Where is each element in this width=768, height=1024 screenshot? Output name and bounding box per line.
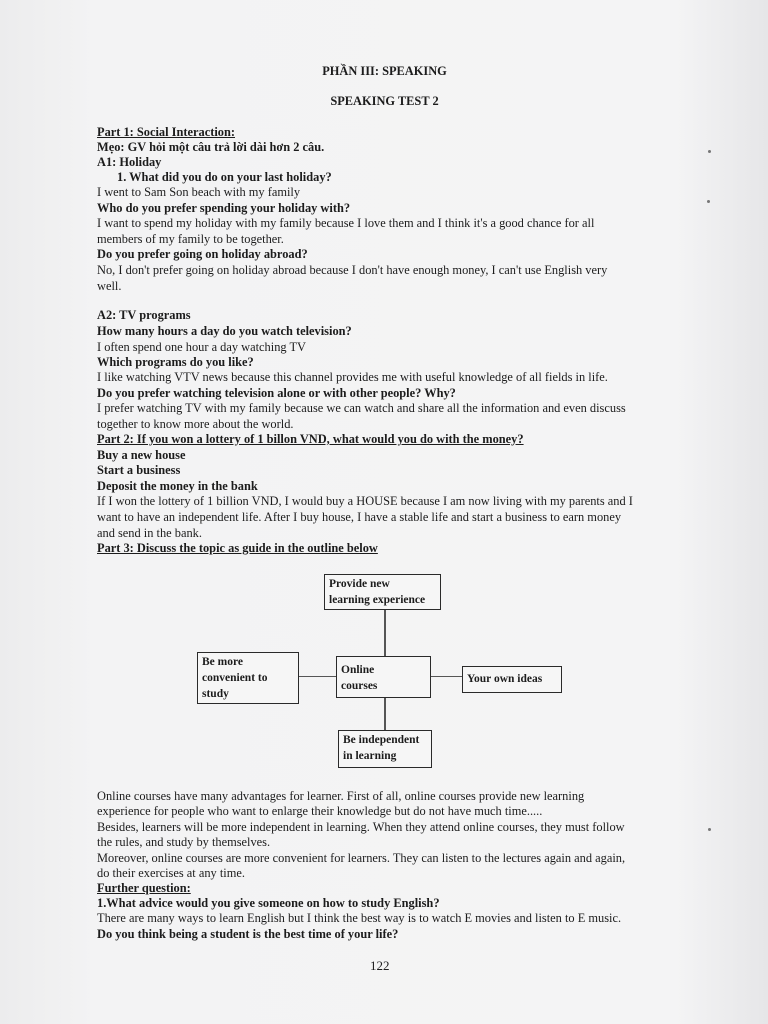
node-label: Provide new [329, 578, 390, 590]
node-more-convenient [197, 652, 299, 704]
node-label: learning experience [329, 594, 426, 606]
connector-line [298, 676, 336, 677]
question: 1.What advice would you give someone on how to study English? [97, 896, 440, 910]
part-title: PHẦN III: SPEAKING [322, 64, 447, 78]
answer: I often spend one hour a day watching TV [97, 340, 306, 354]
node-label: Be independent [343, 734, 420, 746]
list-item: Start a business [97, 463, 181, 477]
question: Who do you prefer spending your holiday with? [97, 201, 351, 215]
connector-line [384, 609, 386, 656]
node-label: in learning [343, 750, 397, 762]
question: Do you prefer watching television alone or with other people? Why? [97, 386, 456, 400]
part3-heading: Part 3: Discuss the topic as guide in the outline below [97, 541, 378, 555]
question: Do you think being a student is the best time of your life? [97, 927, 399, 941]
list-item: Deposit the money in the bank [97, 479, 258, 493]
answer: There are many ways to learn English but I think the best way is to watch E movies and listen to E music. [97, 911, 622, 925]
answer: want to have an independent life. After I buy house, I have a stable life and start a business to earn money [97, 510, 622, 524]
node-label: Your own ideas [467, 673, 543, 685]
scan-speck [708, 150, 711, 153]
answer: I want to spend my holiday with my family because I love them and I think it's a good chance for all [97, 216, 595, 230]
further-question-heading: Further question: [97, 881, 191, 895]
a2-title: A2: TV programs [97, 308, 191, 322]
node-label: Be more [202, 656, 243, 668]
page-number: 122 [370, 958, 390, 973]
part2-heading: Part 2: If you won a lottery of 1 billon VND, what would you do with the money? [97, 432, 524, 446]
question: How many hours a day do you watch television? [97, 324, 352, 338]
node-online-courses [336, 656, 431, 698]
tip-text: Mẹo: GV hỏi một câu trả lời dài hơn 2 câu. [97, 140, 325, 154]
connector-line [384, 697, 386, 731]
node-label: study [202, 688, 229, 700]
paragraph-line: Moreover, online courses are more convenient for learners. They can listen to the lectures again and again, [97, 851, 626, 865]
scan-speck [707, 200, 710, 203]
node-provide-experience [324, 574, 441, 610]
paragraph-line: do their exercises at any time. [97, 866, 245, 880]
node-label: courses [341, 680, 378, 692]
paragraph-line: the rules, and study by themselves. [97, 835, 271, 849]
connector-line [430, 676, 462, 677]
answer: and send in the bank. [97, 526, 202, 540]
node-label: Online [341, 664, 375, 676]
node-label: convenient to [202, 672, 268, 684]
scan-speck [708, 828, 711, 831]
answer: I prefer watching TV with my family because we can watch and share all the information and even discuss [97, 401, 626, 415]
paragraph-line: Online courses have many advantages for learner. First of all, online courses provide new learning [97, 789, 585, 803]
answer: I went to Sam Son beach with my family [97, 185, 301, 199]
node-be-independent [338, 730, 432, 768]
a1-title: A1: Holiday [97, 155, 162, 169]
paragraph-line: experience for people who want to enlarge their knowledge but do not have much time..... [97, 804, 543, 818]
list-item: Buy a new house [97, 448, 186, 462]
answer: If I won the lottery of 1 billion VND, I would buy a HOUSE because I am now living with my parents and I [97, 494, 633, 508]
paragraph-line: Besides, learners will be more independent in learning. When they attend online courses, they must follow [97, 820, 625, 834]
answer: No, I don't prefer going on holiday abroad because I don't have enough money, I can't use English very [97, 263, 608, 277]
test-title: SPEAKING TEST 2 [330, 94, 439, 108]
node-own-ideas [462, 666, 562, 693]
answer: well. [97, 279, 122, 293]
question: 1. What did you do on your last holiday? [117, 170, 332, 184]
answer: together to know more about the world. [97, 417, 294, 431]
question: Which programs do you like? [97, 355, 254, 369]
question: Do you prefer going on holiday abroad? [97, 247, 308, 261]
answer: members of my family to be together. [97, 232, 284, 246]
answer: I like watching VTV news because this channel provides me with useful knowledge of all fields in life. [97, 370, 608, 384]
part1-heading: Part 1: Social Interaction: [97, 125, 235, 139]
